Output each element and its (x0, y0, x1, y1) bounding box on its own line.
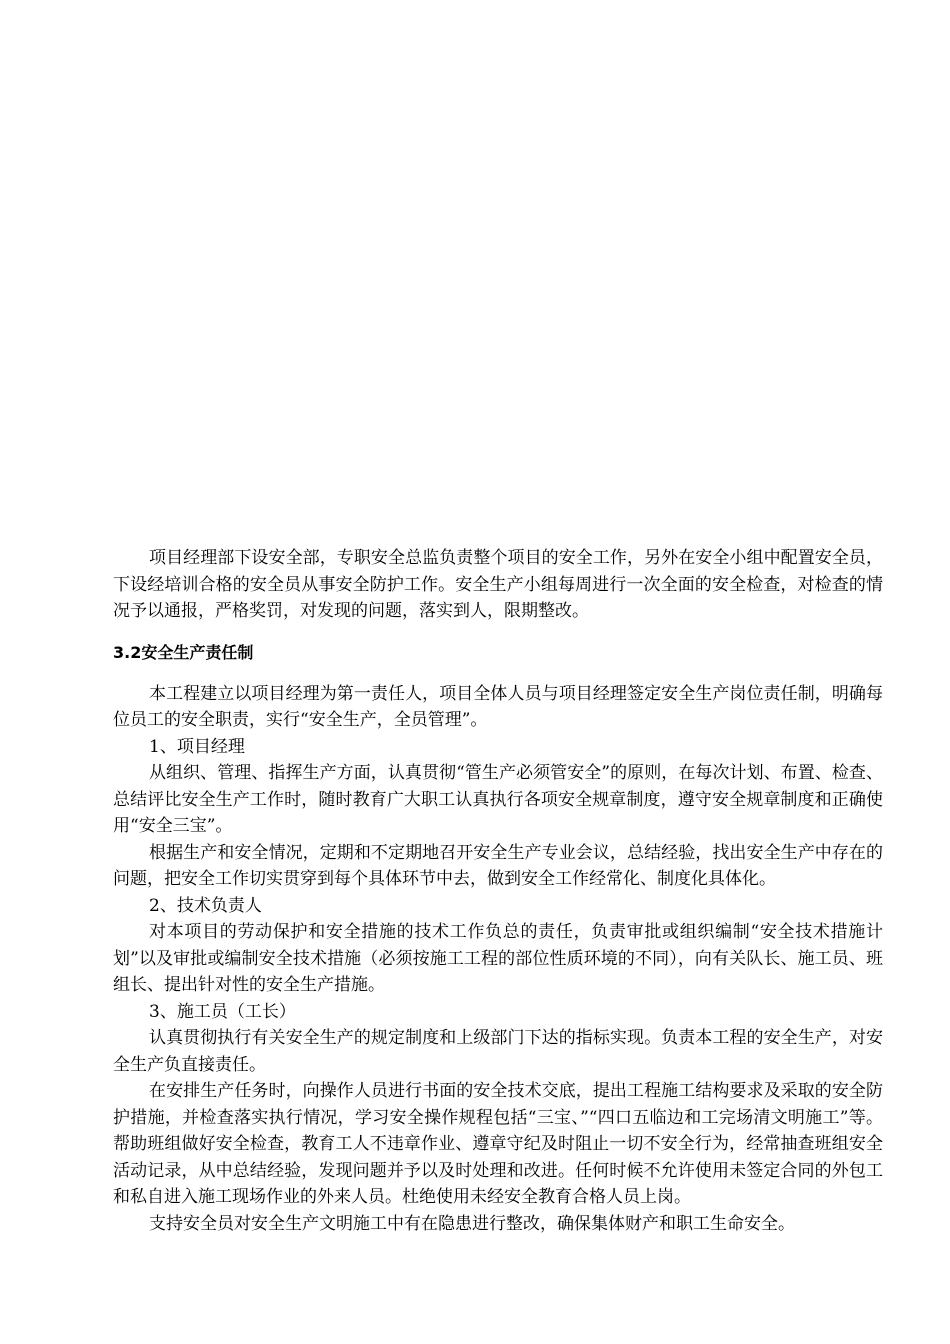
item-project-manager-title: 1、项目经理 (149, 736, 245, 757)
paragraph-intro: 项目经理部下设安全部，专职安全总监负责整个项目的安全工作，另外在安全小组中配置安全员，下设经培训合格的安全员从事安全防护工作。安全生产小组每周进行一次全面的安全检查，对检查的情况予以通报，严格奖罚，对发现的问题，落实到人，限期整改。 (113, 548, 883, 621)
paragraph-overview: 本工程建立以项目经理为第一责任人，项目全体人员与项目经理签定安全生产岗位责任制，明确每位员工的安全职责，实行“安全生产，全员管理”。 (113, 683, 883, 730)
item-technical-lead-paragraph-1: 对本项目的劳动保护和安全措施的技术工作负总的责任，负责审批或组织编制“安全技术措施计划”以及审批或编制安全技术措施（必须按施工工程的部位性质环境的不同），向有关队长、施工员、班组长、提出针对性的安全生产措施。 (113, 922, 883, 995)
section-heading: 3.2安全生产责任制 (113, 642, 254, 662)
item-foreman-title: 3、施工员（工长） (149, 1001, 296, 1022)
item-project-manager-paragraph-1: 从组织、管理、指挥生产方面，认真贯彻“管生产必须管安全”的原则，在每次计划、布置、检查、总结评比安全生产工作时，随时教育广大职工认真执行各项安全规章制度，遵守安全规章制度和正确使用“安全三宝”。 (113, 763, 883, 836)
document-body (113, 545, 883, 1237)
item-technical-lead-title: 2、技术负责人 (149, 895, 262, 916)
item-project-manager-paragraph-2: 根据生产和安全情况，定期和不定期地召开安全生产专业会议，总结经验，找出安全生产中存在的问题，把安全工作切实贯穿到每个具体环节中去，做到安全工作经常化、制度化具体化。 (113, 842, 883, 889)
item-foreman-paragraph-3: 支持安全员对安全生产文明施工中有在隐患进行整改，确保集体财产和职工生命安全。 (149, 1213, 795, 1234)
item-foreman-paragraph-2: 在安排生产任务时，向操作人员进行书面的安全技术交底，提出工程施工结构要求及采取的安全防护措施，并检查落实执行情况，学习安全操作规程包括“三宝、”“四口五临边和工完场清文明施工”等。帮助班组做好安全检查，教育工人不违章作业、遵章守纪及时阻止一切不安全行为，经常抽查班组安全活动记录，从中总结经验，发现问题并予以及时处理和改进。任何时候不允许使用未签定合同的外包工和私自进入施工现场作业的外来人员。杜绝使用未经安全教育合格人员上岗。 (113, 1081, 883, 1207)
item-foreman-paragraph-1: 认真贯彻执行有关安全生产的规定制度和上级部门下达的指标实现。负责本工程的安全生产，对安全生产负直接责任。 (113, 1028, 883, 1075)
